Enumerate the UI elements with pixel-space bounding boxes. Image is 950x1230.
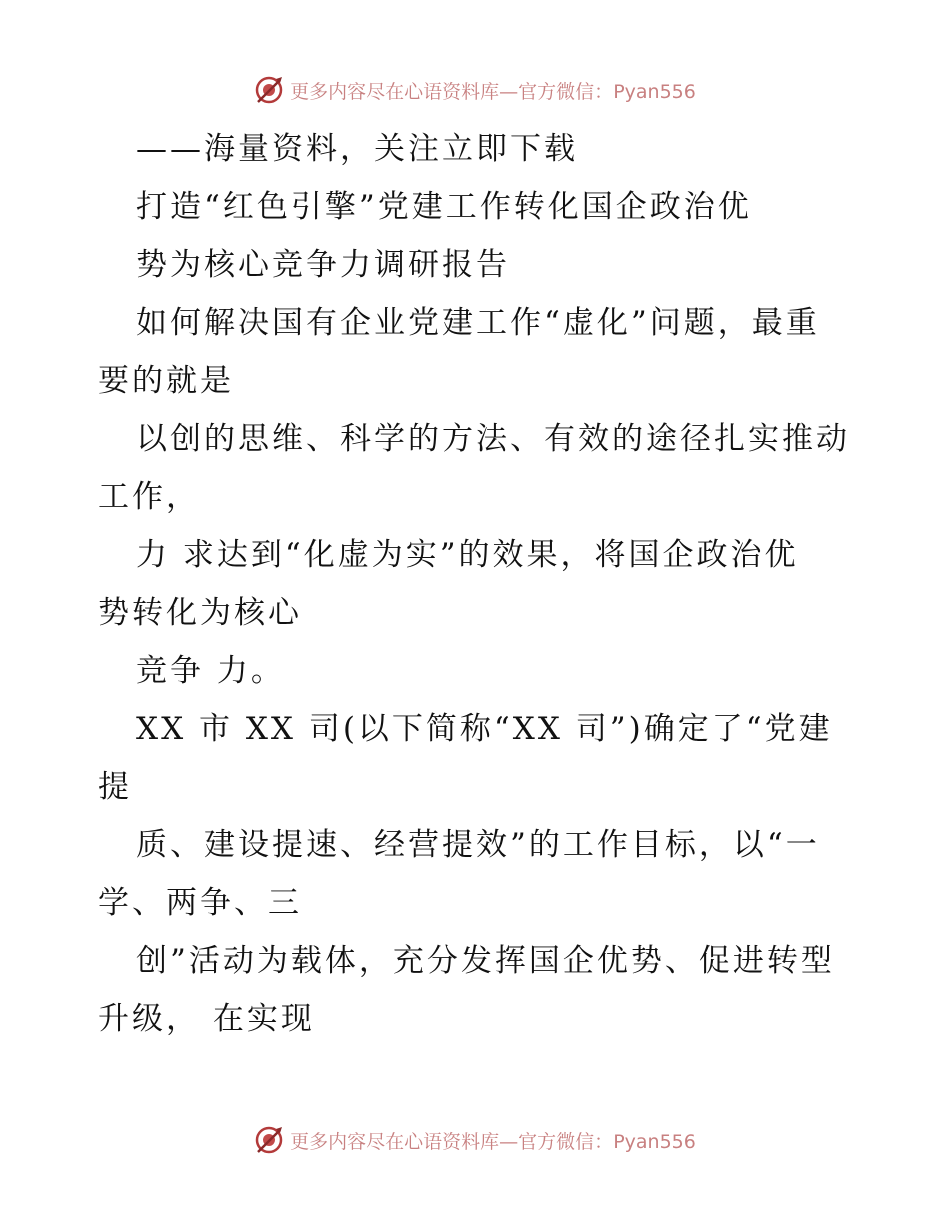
text-line: 创”活动为载体，充分发挥国企优势、促进转型 (136, 943, 835, 979)
quill-pen-seal-icon (254, 75, 284, 105)
text-line: 如何解决国有企业党建工作“虚化”问题，最重 (136, 305, 820, 341)
text-line: 学、两争、三 (98, 885, 302, 921)
text-line: 升级， 在实现 (98, 1001, 315, 1037)
text-line: 以创的思维、科学的方法、有效的途径扎实推动 (136, 421, 850, 457)
watermark-text: 更多内容尽在心语资料库—官方微信：Pyan556 (290, 1130, 696, 1153)
header-watermark-banner (0, 70, 950, 110)
text-line: XX 市 XX 司(以下简称“XX 司”)确定了“党建 (136, 711, 833, 747)
text-line: ——海量资料，关注立即下载 (136, 131, 578, 167)
text-line: 提 (98, 769, 132, 805)
text-line: 工作， (98, 479, 200, 515)
text-line: 势转化为核心 (98, 595, 302, 631)
footer-watermark-banner (0, 1120, 950, 1160)
text-line: 势为核心竞争力调研报告 (136, 247, 510, 283)
document-body (98, 120, 858, 1048)
text-line: 打造“红色引擎”党建工作转化国企政治优 (136, 189, 752, 225)
text-line: 质、建设提速、经营提效”的工作目标，以“一 (136, 827, 820, 863)
text-line: 竞争 力。 (136, 653, 285, 689)
text-line: 力 求达到“化虚为实”的效果，将国企政治优 (136, 537, 799, 573)
watermark-text: 更多内容尽在心语资料库—官方微信：Pyan556 (290, 80, 696, 103)
quill-pen-seal-icon (254, 1125, 284, 1155)
text-line: 要的就是 (98, 363, 234, 399)
